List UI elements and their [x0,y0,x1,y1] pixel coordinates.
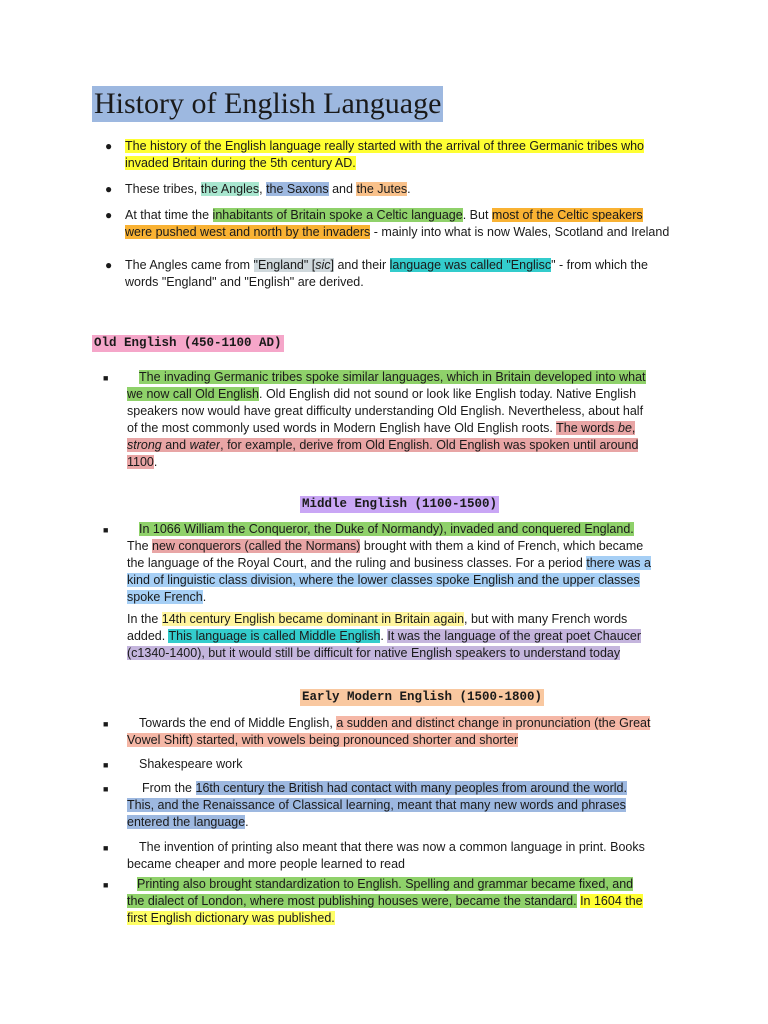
text: - mainly into what is now Wales, Scotland and Ireland [370,225,670,239]
text: . Old English did not sound or look like English today. Native English [259,387,637,401]
text: and their [334,258,390,272]
text: Shakespeare work [139,757,243,771]
bullet-icon: ● [105,208,113,222]
highlight: the Angles [200,182,260,196]
highlight: 14th century English became dominant in Britain again [161,612,465,626]
square-bullet-icon: ■ [103,760,109,770]
highlight: a sudden and distinct change in pronunciation (the Great [336,716,651,730]
text: " - from which the words "England" and "English" are derived. [125,258,648,289]
highlight: water [189,438,221,452]
square-bullet-icon: ■ [103,880,109,890]
highlight: most of the Celtic speakers were pushed west and north by the invaders [125,208,643,239]
highlight: inhabitants of Britain spoke a Celtic language [212,208,463,222]
highlight: 1100 [127,455,154,469]
text: , but with many French words [464,612,628,626]
text: In the [127,612,162,626]
highlight: spoke French [127,590,203,604]
text: At that time the [125,208,213,222]
square-bullet-icon: ■ [103,373,109,383]
highlight: the dialect of London, where most publishing houses were, became the standard. [127,894,577,908]
text: brought with them a kind of French, which became [360,539,644,553]
square-bullet-icon: ■ [103,784,109,794]
text: and [328,182,357,196]
highlight: the Jutes [356,182,408,196]
text: The Angles came from [125,258,254,272]
text: The invention of printing also meant that there was now a common language in print. Books [139,840,645,854]
highlight: This language is called Middle English [168,629,381,643]
bullet-icon: ● [105,139,113,153]
highlight: , [631,421,636,435]
text: . [202,590,207,604]
highlight: entered the language [127,815,246,829]
highlight: strong [127,438,162,452]
bullet-icon: ● [105,182,113,196]
text: . But [462,208,492,222]
highlight: 16th century the British had contact with many peoples from around the world. [195,781,627,795]
highlight: sic [315,258,331,272]
text: of the most commonly used words in Modern English have Old English roots. [127,421,557,435]
square-bullet-icon: ■ [103,719,109,729]
highlight: The invading Germanic tribes spoke similar languages, which in Britain developed into what [139,370,646,384]
highlight: there was a [586,556,651,570]
square-bullet-icon: ■ [103,525,109,535]
section-heading-middle-english: Middle English (1100-1500) [302,497,498,511]
text: became cheaper and more people learned to read [127,857,405,871]
highlight: Vowel Shift) started, with vowels being pronounced shorter and shorter [127,733,519,747]
highlight: new conquerors (called the Normans) [152,539,361,553]
highlight: The words [556,421,618,435]
text: speakers now would have great difficulty understanding Old English. Nevertheless, about half [127,404,644,418]
section-heading-early-modern-english: Early Modern English (1500-1800) [302,690,543,704]
highlight: Printing also brought standardization to English. Spelling and grammar became fixed, and [137,877,634,891]
text: , [259,182,267,196]
highlight: we now call Old English [127,387,260,401]
highlight: the Saxons [266,182,329,196]
text: From the [142,781,196,795]
highlight: "England" [ [253,258,316,272]
highlight: first English dictionary was published. [127,911,335,925]
highlight: be [618,421,632,435]
highlight: The history of the English language really started with the arrival of three Germanic tribes who invaded Britain during the 5th century AD. [125,139,645,170]
bullet-icon: ● [105,258,113,272]
highlight: language was called "Englisc [389,258,552,272]
highlight: and [161,438,190,452]
highlight: It was the language of the great poet Chaucer [387,629,642,643]
highlight: This, and the Renaissance of Classical learning, meant that many new words and phrases [127,798,626,812]
highlight: (c1340-1400), but it would still be difficult for native English speakers to understand today [127,646,621,660]
page-title: History of English Language [94,87,442,120]
section-heading-old-english: Old English (450-1100 AD) [94,336,282,350]
text: . [245,815,249,829]
square-bullet-icon: ■ [103,843,109,853]
text: Towards the end of Middle English, [139,716,337,730]
highlight: ] [330,258,334,272]
text: the language of the Royal Court, and the ruling and business classes. For a period [127,556,587,570]
text: added. [127,629,169,643]
text: These tribes, [125,182,201,196]
text: . [407,182,411,196]
highlight: kind of linguistic class division, where the lower classes spoke English and the upper classes [127,573,640,587]
text: . [153,455,158,469]
highlight: In 1604 the [580,894,643,908]
text: . [380,629,388,643]
text: The [127,539,153,553]
highlight: In 1066 William the Conqueror, the Duke of Normandy), invaded and conquered England. [139,522,634,536]
highlight: , for example, derive from Old English. Old English was spoken until around [220,438,639,452]
